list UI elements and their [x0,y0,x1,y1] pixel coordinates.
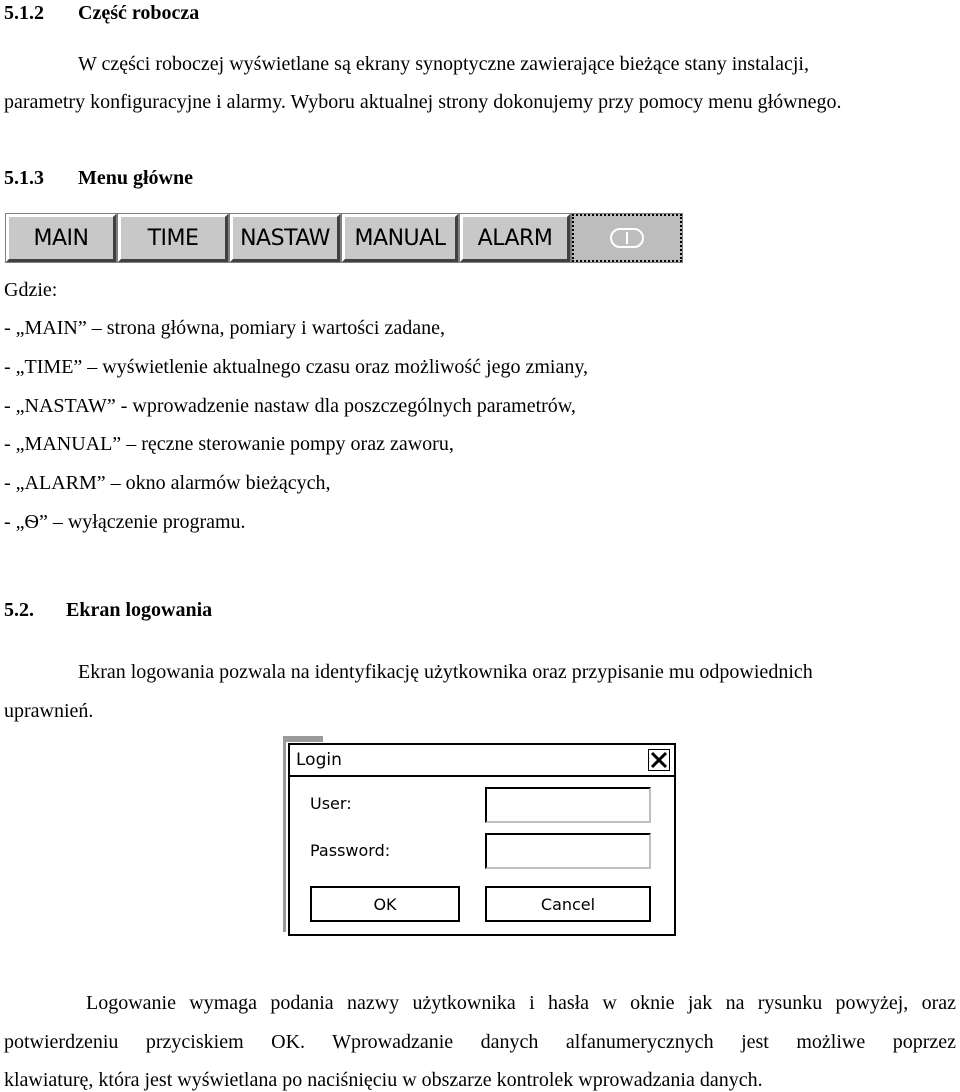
login-dialog-frame [288,743,676,936]
power-icon [610,228,644,248]
legend-item-alarm: - „ALARM” – okno alarmów bieżących, [4,472,331,494]
ok-button[interactable]: OK [310,886,460,922]
section-513-number: 5.1.3 [4,167,44,189]
legend-item-power: - „Ѳ” – wyłączenie programu. [4,511,246,533]
password-label: Password: [310,841,391,860]
menu-button-alarm[interactable]: ALARM [460,214,570,262]
menu-button-manual[interactable]: MANUAL [342,214,458,262]
dialog-titlebar [290,745,674,777]
login-dialog [283,736,679,938]
legend-intro: Gdzie: [4,279,58,301]
main-menu-bar [6,214,682,262]
closing-para-line1: Logowanie wymaga podania nazwy użytkownika i hasła w oknie jak na rysunku powyżej, oraz [86,992,956,1014]
user-label: User: [310,794,352,813]
close-icon[interactable] [648,749,670,771]
legend-item-manual: - „MANUAL” – ręczne sterowanie pompy oraz zaworu, [4,433,454,455]
section-513-title: Menu główne [78,167,193,189]
dialog-shadow-top [283,736,323,742]
password-input[interactable] [485,833,651,869]
menu-button-time[interactable]: TIME [118,214,228,262]
menu-button-nastaw[interactable]: NASTAW [230,214,340,262]
section-512-para-line1: W części roboczej wyświetlane są ekrany synoptyczne zawierające bieżące stany instalacji, [78,53,809,75]
section-512-number: 5.1.2 [4,2,44,24]
dialog-shadow [283,736,286,932]
closing-para-line3: klawiaturę, która jest wyświetlana po naciśnięciu w obszarze kontrolek wprowadzania danych. [4,1069,763,1091]
section-52-para-line2: uprawnień. [4,700,94,722]
menu-button-power[interactable] [572,214,682,262]
section-52-title: Ekran logowania [66,599,213,621]
dialog-title: Login [296,750,342,770]
legend-item-main: - „MAIN” – strona główna, pomiary i wartości zadane, [4,317,445,339]
legend-item-time: - „TIME” – wyświetlenie aktualnego czasu oraz możliwość jego zmiany, [4,356,589,378]
user-input[interactable] [485,787,651,823]
section-512-para-line2: parametry konfiguracyjne i alarmy. Wyboru aktualnej strony dokonujemy przy pomocy menu głównego. [4,91,842,113]
section-52-number: 5.2. [4,599,34,621]
menu-button-main[interactable]: MAIN [6,214,116,262]
cancel-button[interactable]: Cancel [485,886,651,922]
closing-para-line2: potwierdzeniu przyciskiem OK. Wprowadzanie danych alfanumerycznych jest możliwe poprzez [4,1031,956,1053]
section-52-para-line1: Ekran logowania pozwala na identyfikację użytkownika oraz przypisanie mu odpowiednich [78,661,813,683]
legend-item-nastaw: - „NASTAW” - wprowadzenie nastaw dla poszczególnych parametrów, [4,395,576,417]
section-512-title: Część robocza [78,2,200,24]
